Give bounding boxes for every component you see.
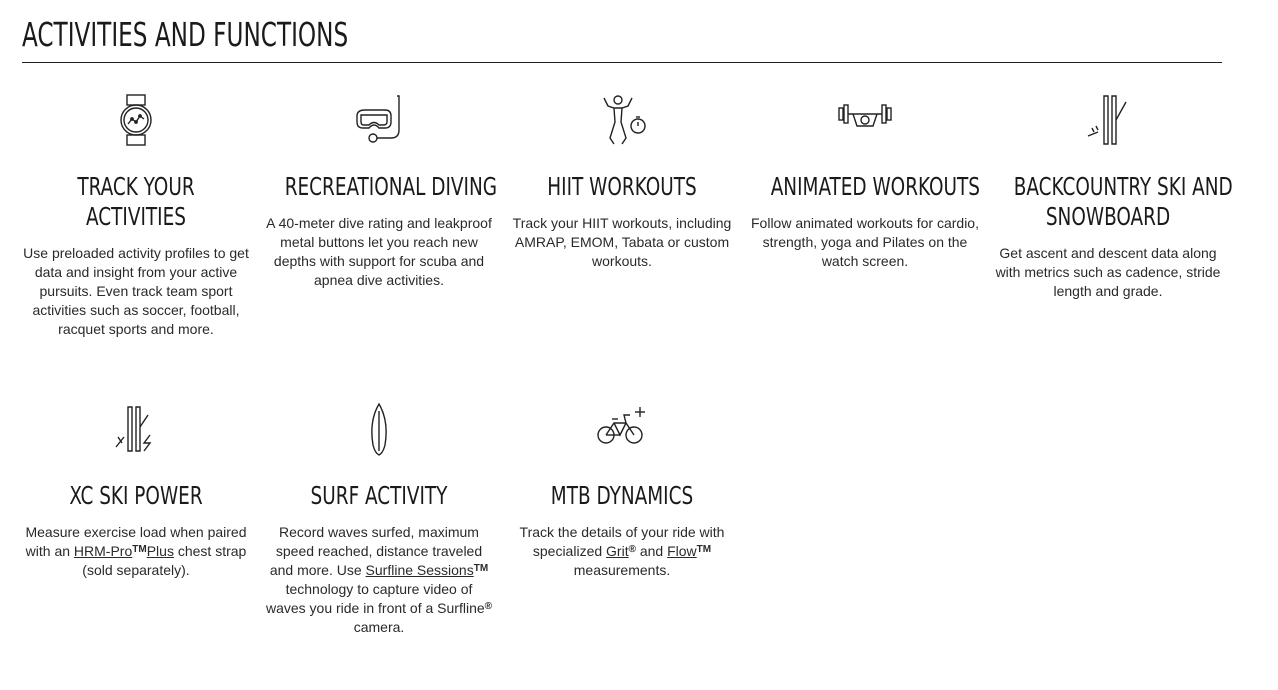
- hrm-pro-link[interactable]: HRM-Pro: [73, 543, 133, 559]
- surfline-sessions-link[interactable]: Surfline Sessions: [365, 562, 474, 578]
- card-description: A 40-meter dive rating and leakproof metal buttons let you reach new depths with support for scuba and apnea dive activities.: [266, 215, 492, 288]
- hiit-workout-icon: [594, 92, 650, 148]
- watch-activity-icon: [108, 92, 164, 148]
- xc-ski-icon: [108, 401, 164, 457]
- card-animated-workouts: [750, 92, 980, 271]
- hrm-pro-plus-link[interactable]: Plus: [146, 543, 174, 559]
- section-heading: [22, 14, 1222, 63]
- surfboard-icon: [351, 401, 407, 457]
- card-description: Track the details of your ride with specialized Grit® and Flow™ measurements.: [519, 524, 725, 578]
- card-description: Follow animated workouts for cardio, strength, yoga and Pilates on the watch screen.: [751, 215, 979, 269]
- card-description: Measure exercise load when paired with an HRM-Pro™Plus chest strap (sold separately).: [25, 524, 247, 578]
- card-title: XC SKI POWER: [69, 481, 203, 510]
- card-track-activities: [21, 92, 251, 339]
- card-hiit-workouts: [507, 92, 737, 271]
- card-title: RECREATIONAL DIVING: [284, 172, 498, 201]
- mountain-bike-icon: [594, 401, 650, 457]
- card-xc-ski-power: [21, 401, 251, 580]
- card-title: HIIT WORKOUTS: [547, 172, 697, 201]
- card-backcountry-ski: [993, 92, 1233, 301]
- card-surf-activity: [264, 401, 494, 637]
- diving-mask-icon: [351, 92, 407, 148]
- card-title: SURF ACTIVITY: [310, 481, 448, 510]
- card-description: Use preloaded activity profiles to get data and insight from your active pursuits. Even track team sport activities such as soccer, football, racquet sports and more.: [23, 245, 249, 337]
- card-title: ANIMATED WORKOUTS: [770, 172, 980, 201]
- card-mtb-dynamics: [507, 401, 737, 580]
- card-title: MTB DYNAMICS: [550, 481, 694, 510]
- card-recreational-diving: [264, 92, 498, 290]
- card-description: Record waves surfed, maximum speed reached, distance traveled and more. Use Surfline Sessions™ technology to capture video of waves you ride in front of a Surfline® camera.: [265, 524, 493, 635]
- card-title: TRACK YOUR ACTIVITIES: [77, 172, 195, 231]
- card-title: BACKCOUNTRY SKI AND SNOWBOARD: [1013, 172, 1233, 231]
- card-description: Get ascent and descent data along with metrics such as cadence, stride length and grade.: [995, 245, 1221, 299]
- flow-link[interactable]: Flow: [667, 543, 697, 559]
- weightlifting-icon: [837, 92, 893, 148]
- card-description: Track your HIIT workouts, including AMRAP, EMOM, Tabata or custom workouts.: [512, 215, 732, 269]
- page-title: ACTIVITIES AND FUNCTIONS: [22, 15, 349, 54]
- grit-link[interactable]: Grit: [606, 543, 629, 559]
- backcountry-ski-icon: [1080, 92, 1136, 148]
